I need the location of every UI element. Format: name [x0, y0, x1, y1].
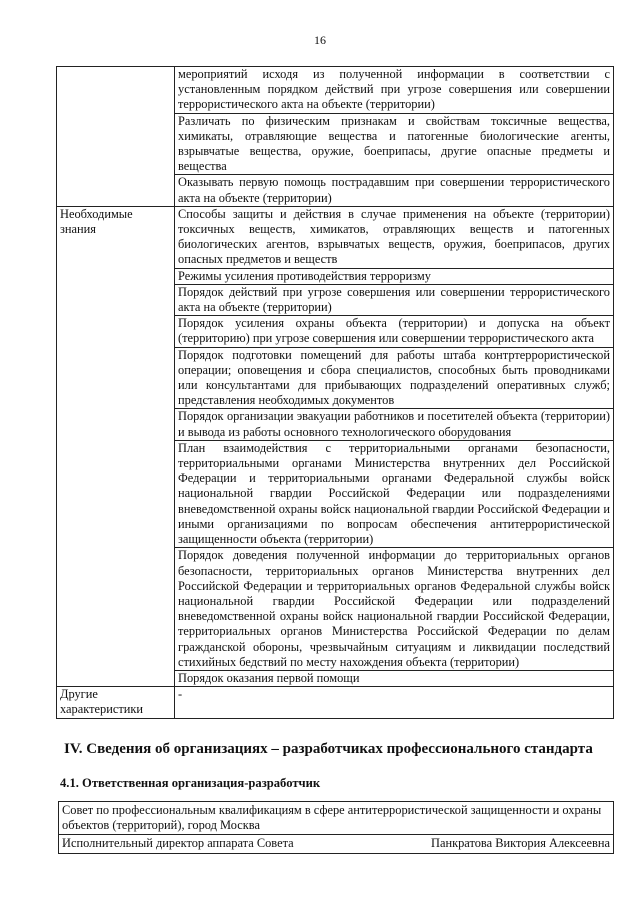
signatory	[62, 836, 610, 851]
section-title: IV. Сведения об организациях – разработчиках профессионального стандарта	[64, 741, 593, 757]
row-item: Режимы усиления противодействия терроризму	[175, 268, 614, 284]
row-item: Порядок усиления охраны объекта (территории) и допуска на объект (территорию) при угрозе совершения или совершении террористического акта	[175, 316, 614, 347]
table-row	[57, 206, 614, 268]
table-row	[57, 67, 614, 114]
row-item: Оказывать первую помощь пострадавшим при совершении террористического акта на объекте (территории)	[175, 175, 614, 206]
row-item: Порядок подготовки помещений для работы штаба контртеррористической операции; оповещения и сбора специалистов, способных быть проводниками или консультантами для прибывающих подразделений оперативных служб; представления необходимых документов	[175, 347, 614, 409]
page-number: 16	[314, 33, 326, 47]
row-label: Другие характеристики	[57, 687, 175, 718]
signatory-position: Исполнительный директор аппарата Совета	[62, 836, 294, 851]
row-item: Порядок организации эвакуации работников и посетителей объекта (территории) и вывода из работы основного технологического оборудования	[175, 409, 614, 440]
subsection-title: 4.1. Ответственная организация-разработчик	[60, 776, 321, 790]
row-item: План взаимодействия с территориальными органами безопасности, территориальными органами Министерства внутренних дел Российской Федерации и территориальными органами Федеральной службы войск национальной гвардии Российской Федерации или подразделениями вневедомственной охраны войск национальной гвардии Российской Федерации и иными организациями по вопросам обеспечения антитеррористической защищенности объекта (территории)	[175, 440, 614, 547]
table-row	[57, 687, 614, 718]
row-item: Порядок доведения полученной информации до территориальных органов безопасности, территориальных органов Министерства внутренних дел Российской Федерации и территориальных органов Федеральной службы войск национальной гвардии Российской Федерации или подразделений вневедомственной охраны войск национальной гвардии Российской Федерации, территориальных органов Министерства Российской Федерации по делам гражданской обороны, чрезвычайным ситуациям и ликвидации последствий стихийных бедствий по месту нахождения объекта (территории)	[175, 548, 614, 671]
row-item: Порядок оказания первой помощи	[175, 670, 614, 686]
row-item: Способы защиты и действия в случае применения на объекте (территории) токсичных веществ, химикатов, отравляющих веществ и патогенных биологических агентов, взрывчатых веществ, оружия, боеприпасов, других опасных предметов и веществ	[175, 206, 614, 268]
organization-name: Совет по профессиональным квалификациям в сфере антитеррористической защищенности и охраны объектов (территорий), город Москва	[59, 802, 614, 835]
row-item: мероприятий исходя из полученной информации в соответствии с установленным порядком действий при угрозе совершения или совершении террористического акта на объекте (территории)	[175, 67, 614, 114]
row-label: Необходимые знания	[57, 206, 175, 686]
row-label	[57, 67, 175, 207]
row-item: -	[175, 687, 614, 718]
organization-name-row	[59, 802, 614, 835]
signatory-row	[59, 835, 614, 853]
competency-table	[56, 66, 614, 719]
row-item: Различать по физическим признакам и свойствам токсичные вещества, химикаты, отравляющие вещества и патогенные биологические агенты, взрывчатые вещества, оружие, боеприпасы, другие опасные предметы и вещества	[175, 113, 614, 175]
signatory-name: Панкратова Виктория Алексеевна	[431, 836, 610, 851]
organization-table	[58, 801, 614, 854]
row-item: Порядок действий при угрозе совершения или совершении террористического акта на объекте (территории)	[175, 284, 614, 315]
